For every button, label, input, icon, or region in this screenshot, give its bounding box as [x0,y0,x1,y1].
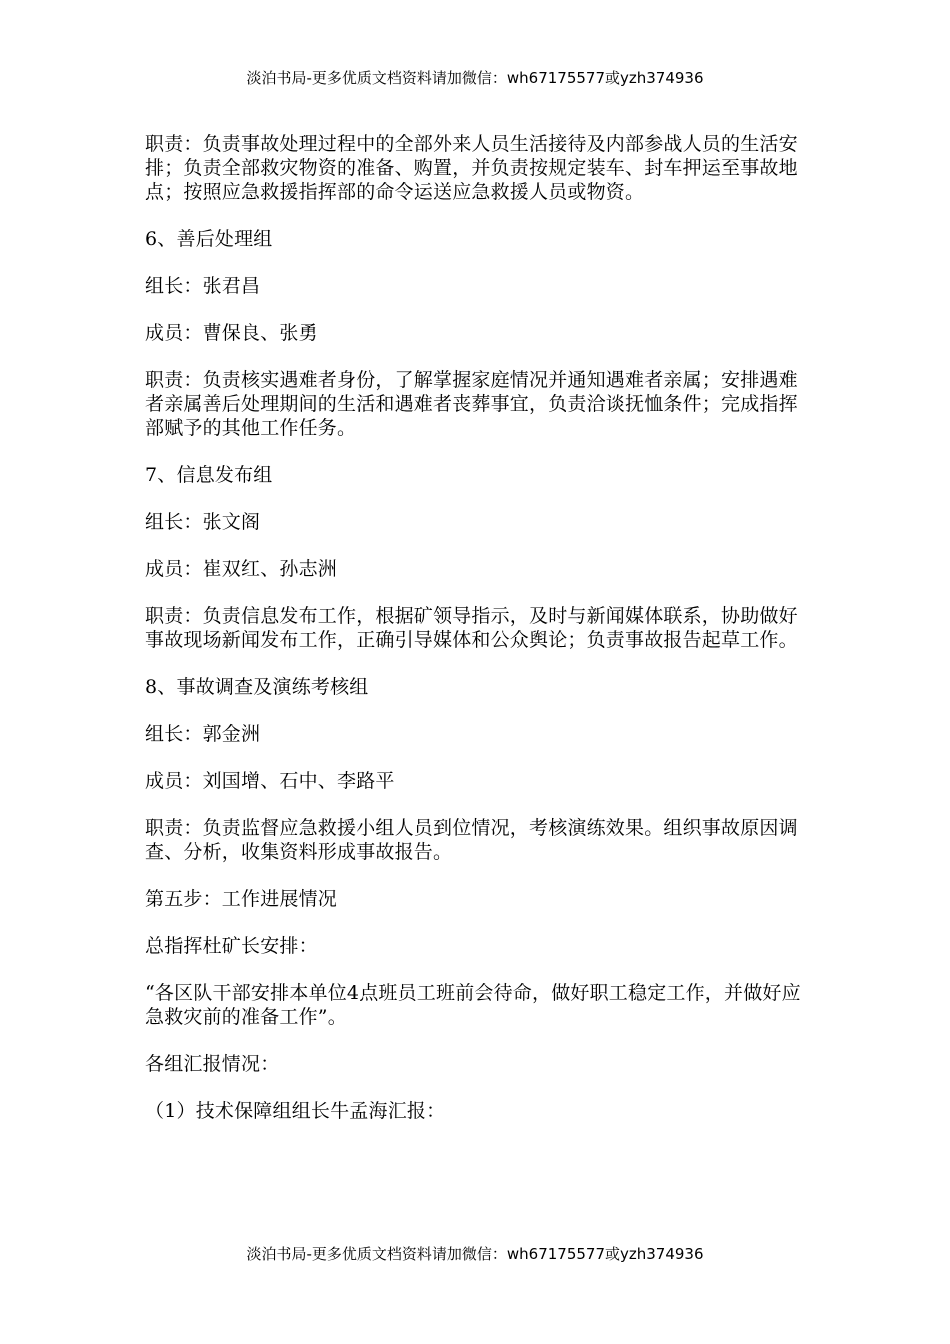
group-members-aftermath: 成员：曹保良、张勇 [145,322,318,344]
document-body [145,132,805,1146]
group-leader-aftermath: 组长：张君昌 [145,275,261,297]
commander-arrangement-quote: “各区队干部安排本单位4点班员工班前会待命，做好职工稳定工作，并做好应急救灾前的准备工作”。 [145,982,801,1028]
tech-support-report-item: （1）技术保障组组长牛孟海汇报： [145,1100,446,1122]
section-heading-investigation-group: 8、事故调查及演练考核组 [145,676,369,698]
section-heading-info-release-group: 7、信息发布组 [145,464,273,486]
commander-arrangement-label: 总指挥杜矿长安排： [145,935,318,957]
duty-paragraph-logistics: 职责：负责事故处理过程中的全部外来人员生活接待及内部参战人员的生活安排；负责全部救灾物资的准备、购置，并负责按规定装车、封车押运至事故地点；按照应急救援指挥部的命令运送应急救援人员或物资。 [145,133,798,203]
duty-paragraph-aftermath: 职责：负责核实遇难者身份，了解掌握家庭情况并通知遇难者亲属；安排遇难者亲属善后处理期间的生活和遇难者丧葬事宜，负责洽谈抚恤条件；完成指挥部赋予的其他工作任务。 [145,369,798,439]
page-footer: 淡泊书局-更多优质文档资料请加微信：wh67175577或yzh374936 [246,1245,704,1263]
group-members-info-release: 成员：崔双红、孙志洲 [145,558,338,580]
group-leader-investigation: 组长：郭金洲 [145,723,261,745]
group-reports-label: 各组汇报情况： [145,1053,280,1075]
step-five-heading: 第五步：工作进展情况 [145,888,338,910]
page-header: 淡泊书局-更多优质文档资料请加微信：wh67175577或yzh374936 [246,69,704,87]
group-members-investigation: 成员：刘国增、石中、李路平 [145,770,395,792]
group-leader-info-release: 组长：张文阁 [145,511,261,533]
duty-paragraph-info-release: 职责：负责信息发布工作，根据矿领导指示，及时与新闻媒体联系，协助做好事故现场新闻发布工作，正确引导媒体和公众舆论；负责事故报告起草工作。 [145,605,798,651]
duty-paragraph-investigation: 职责：负责监督应急救援小组人员到位情况，考核演练效果。组织事故原因调查、分析，收集资料形成事故报告。 [145,817,798,863]
section-heading-aftermath-group: 6、善后处理组 [145,228,273,250]
